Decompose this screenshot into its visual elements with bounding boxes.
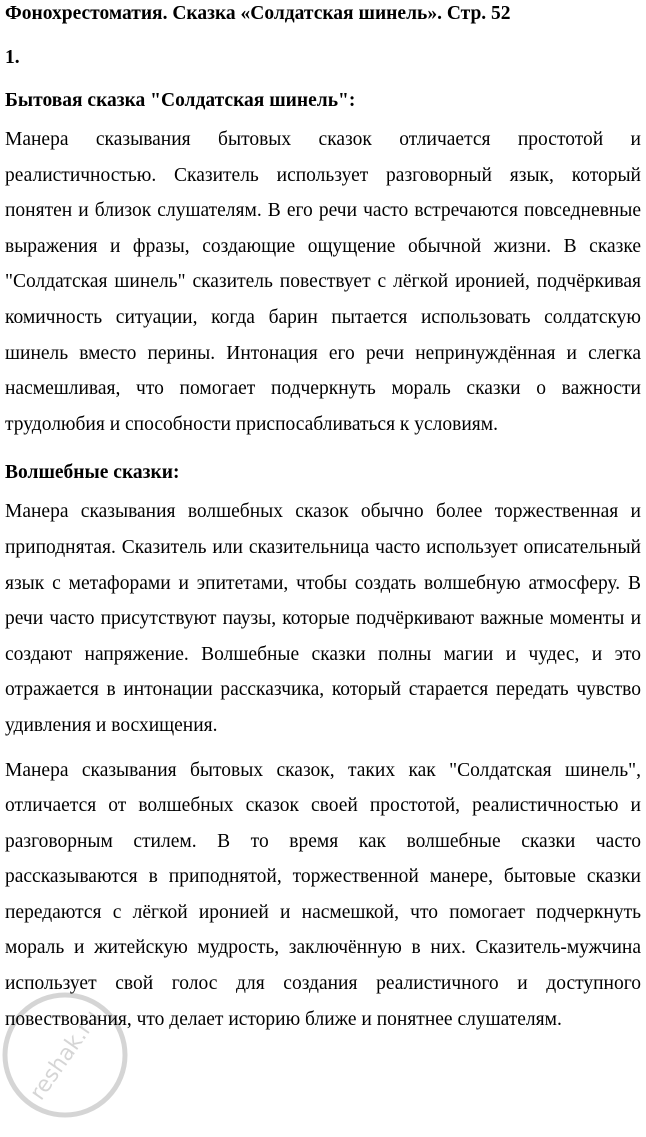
task-number: 1. [5,47,20,68]
section-heading-magic-tales: Волшебные сказки: [5,462,180,484]
document-page [5,0,641,1037]
paragraph-everyday-tale: Манера сказывания бытовых сказок отличается простотой и реалистичностью. Сказитель использует разговорный язык, который понятен и близок слушателям. В его речи часто встречаются повседневные выражения и фразы, создающие ощущение обычной жизни. В сказке "Солдатская шинель" сказитель повествует с лёгкой иронией, подчёркивая комичность ситуации, когда барин пытается использовать солдатскую шинель вместо перины. Интонация его речи непринуждённая и слегка насмешливая, что помогает подчеркнуть мораль сказки о важности трудолюбия и способности приспосабливаться к условиям. [5,129,641,435]
watermark-text: reshak.ru [25,1005,106,1105]
section-heading-everyday-tale: Бытовая сказка "Солдатская шинель": [5,90,356,111]
paragraph-comparison: Манера сказывания бытовых сказок, таких как "Солдатская шинель", отличается от волшебных сказок своей простотой, реалистичностью и разговорным стилем. В то время как волшебные сказки часто рассказываются в приподнятой, торжественной манере, бытовые сказки передаются с лёгкой иронией и насмешкой, что помогает подчеркнуть мораль и житейскую мудрость, заключённую в них. Сказитель-мужчина использует свой голос для создания реалистичного и доступного повествования, что делает историю ближе и понятнее слушателям. [5,759,641,1030]
paragraph-magic-tales: Манера сказывания волшебных сказок обычно более торжественная и приподнятая. Сказитель или сказительница часто использует описательный язык с метафорами и эпитетами, чтобы создать волшебную атмосферу. В речи часто присутствуют паузы, которые подчёркивают важные моменты и создают напряжение. Волшебные сказки полны магии и чудес, и это отражается в интонации рассказчика, который старается передать чувство удивления и восхищения. [5,501,641,736]
document-title: Фонохрестоматия. Сказка «Солдатская шинель». Стр. 52 [5,3,511,24]
